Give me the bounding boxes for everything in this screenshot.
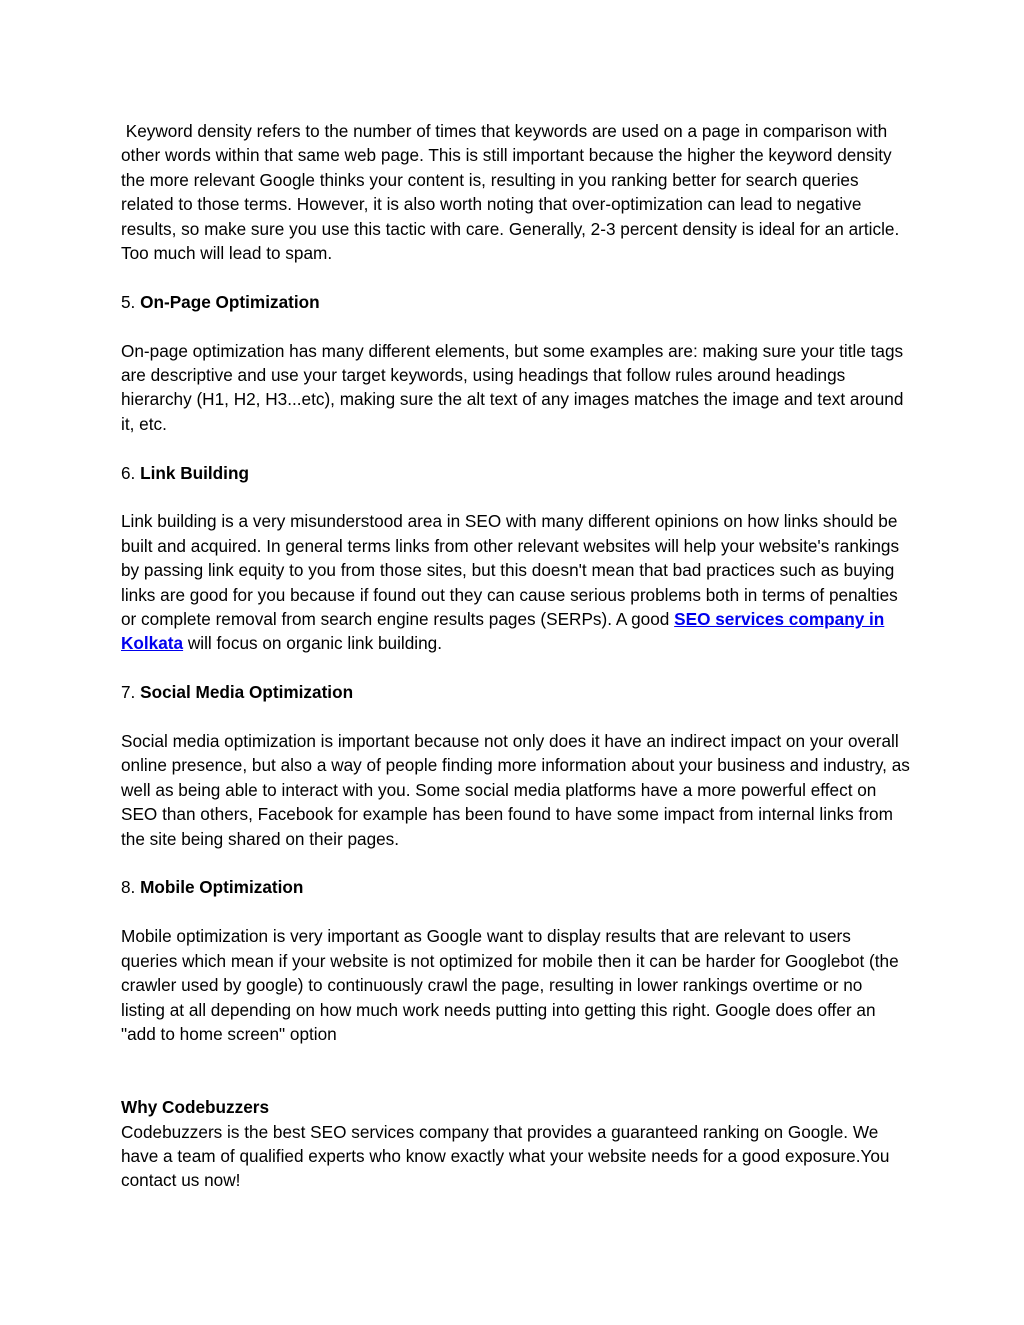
section-title: Link Building: [140, 462, 249, 483]
section-body-link-building: [121, 509, 911, 655]
closing-title: Why Codebuzzers: [121, 1097, 270, 1118]
spacer: [121, 1071, 911, 1095]
closing-body: Codebuzzers is the best SEO services company that provides a guaranteed ranking on Google. We have a team of qualified experts who know exactly what your website needs for a good exposure.You contact us now!: [121, 1121, 890, 1191]
section-title: Mobile Optimization: [140, 877, 304, 898]
intro-paragraph: Keyword density refers to the number of times that keywords are used on a page in comparison with other words within that same web page. This is still important because the higher the keyword density the more relevant Google thinks your content is, resulting in you ranking better for search queries related to those terms. However, it is also worth noting that over-optimization can lead to negative results, so make sure you use this tactic with care. Generally, 2-3 percent density is ideal for an article. Too much will lead to spam.: [121, 121, 904, 264]
section-body-mobile-optimization: Mobile optimization is very important as Google want to display results that are relevant to users queries which mean if your website is not optimized for mobile then it can be harder for Googlebot (the crawler used by google) to continuously crawl the page, resulting in lower rankings overtime or no listing at all depending on how much work needs putting into getting this right. Google does offer an "add to home screen" option: [121, 926, 899, 1044]
body-text: Link building is a very misunderstood area in SEO with many different opinions on how links should be built and acquired. In general terms links from other relevant websites will help your website's rankings by passing link equity to you from those sites, but this doesn't mean that bad practices such as buying links are good for you because if found out they can cause serious problems both in terms of penalties or complete removal from search engine results pages (SERPs). A good: [121, 511, 900, 630]
section-heading-mobile-optimization: [121, 875, 911, 899]
section-number: 5.: [121, 291, 141, 312]
section-heading-social-media-optimization: [121, 680, 911, 704]
section-body-social-media-optimization: Social media optimization is important because not only does it have an indirect impact on your overall online presence, but also a way of people finding more information about your business and industry, as well as being able to interact with you. Some social media platforms have a more powerful effect on SEO than others, Facebook for example has been found to have some impact from internal links from the site being shared on their pages.: [121, 731, 910, 849]
section-body-on-page-optimization: On-page optimization has many different elements, but some examples are: making sure your title tags are descriptive and use your target keywords, using headings that follow rules around headings hierarchy (H1, H2, H3...etc), making sure the alt text of any images matches the image and text around it, etc.: [121, 340, 904, 434]
section-title: On-Page Optimization: [140, 291, 320, 312]
section-heading-on-page-optimization: [121, 290, 911, 314]
body-text: will focus on organic link building.: [183, 633, 442, 654]
section-number: 6.: [121, 462, 141, 483]
document-page: [121, 119, 911, 1193]
section-heading-link-building: [121, 461, 911, 485]
section-title: Social Media Optimization: [140, 682, 354, 703]
seo-services-kolkata-link[interactable]: SEO services company in Kolkata: [121, 609, 885, 654]
section-number: 7.: [121, 682, 141, 703]
closing-section: [121, 1095, 911, 1193]
section-number: 8.: [121, 877, 141, 898]
